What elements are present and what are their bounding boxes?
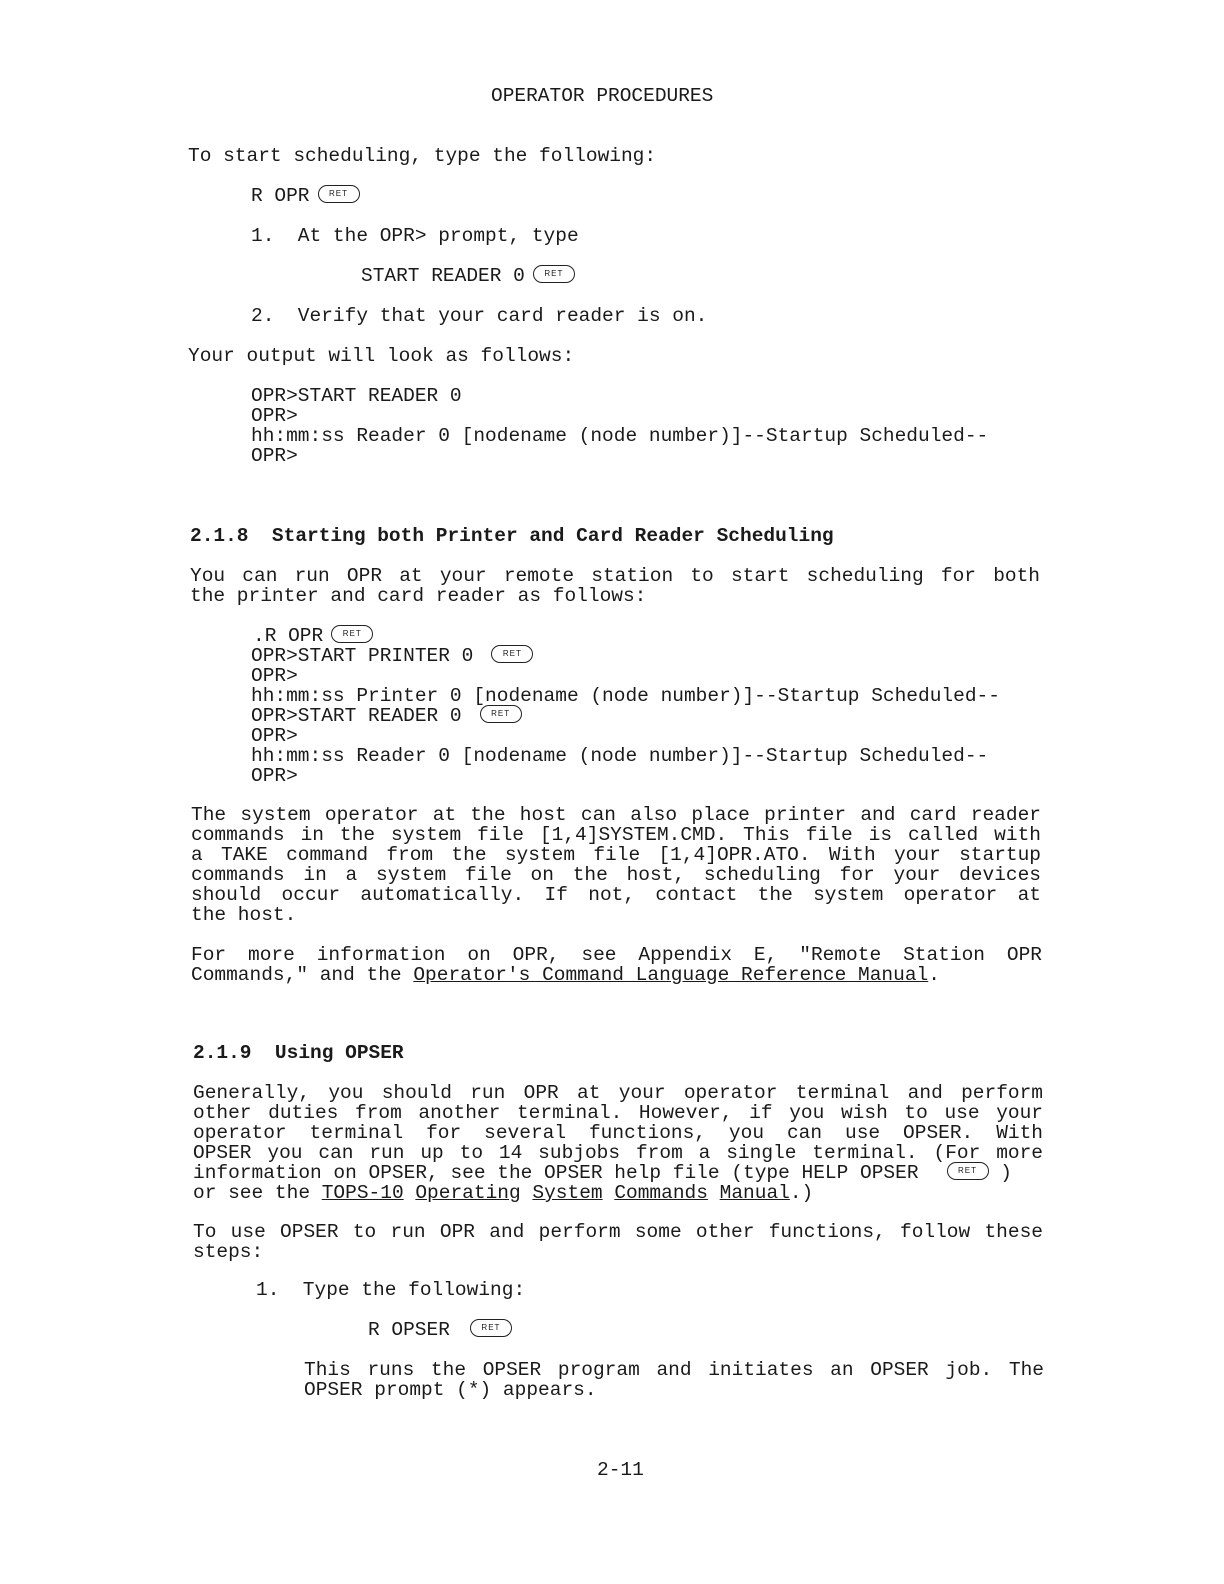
scheduling-intro: To start scheduling, type the following: (188, 145, 657, 167)
return-key-icon: RET (318, 185, 360, 203)
command-text: R OPR (251, 185, 310, 207)
paragraph-line: This runs the OPSER program and initiates an OPSER job. The (304, 1359, 1044, 1381)
paragraph-line (193, 1163, 1012, 1183)
output-line: hh:mm:ss Printer 0 [nodename (node number)]--Startup Scheduled-- (251, 685, 1000, 707)
command-line (251, 706, 522, 726)
paragraph-line (191, 965, 940, 985)
step-1: 1. At the OPR> prompt, type (251, 225, 579, 247)
output-line: OPR> (251, 725, 298, 747)
section-heading-2-1-8: 2.1.8 Starting both Printer and Card Reader Scheduling (190, 525, 834, 547)
manual-reference-word: Manual (719, 1182, 790, 1204)
paragraph-line: the host. (191, 904, 297, 926)
paragraph-line: To use OPSER to run OPR and perform some other functions, follow these (193, 1221, 1043, 1243)
page-number: 2-11 (597, 1459, 644, 1481)
manual-reference-word: Operating (415, 1182, 521, 1204)
manual-reference: Operator's Command Language Reference Manual (413, 964, 929, 986)
text: ) (1000, 1162, 1012, 1184)
page-header: OPERATOR PROCEDURES (491, 85, 714, 107)
text: Commands," and the (191, 964, 414, 986)
manual-reference-word: TOPS-10 (321, 1182, 404, 1204)
command-text: OPR>START PRINTER 0 (251, 645, 474, 667)
output-line: hh:mm:ss Reader 0 [nodename (node number)]--Startup Scheduled-- (251, 425, 989, 447)
paragraph-line: a TAKE command from the system file [1,4]OPR.ATO. With your startup (191, 844, 1041, 866)
step-1: 1. Type the following: (256, 1279, 526, 1301)
text: information on OPSER, see the OPSER help file (type HELP OPSER (193, 1162, 919, 1184)
command-line (253, 626, 373, 646)
text: .) (789, 1182, 814, 1204)
command-text: START READER 0 (361, 265, 525, 287)
output-line: OPR> (251, 405, 298, 427)
paragraph-line: the printer and card reader as follows: (190, 585, 647, 607)
paragraph-line: OPSER you can run up to 14 subjobs from a single terminal. (For more (193, 1142, 1043, 1164)
paragraph-line: steps: (193, 1241, 264, 1263)
step-2: 2. Verify that your card reader is on. (251, 305, 708, 327)
return-key-icon: RET (947, 1162, 989, 1180)
command-line (368, 1320, 512, 1340)
paragraph-line: commands in the system file [1,4]SYSTEM.CMD. This file is called with (191, 824, 1041, 846)
paragraph-line: You can run OPR at your remote station to start scheduling for both (190, 565, 1040, 587)
paragraph-line: OPSER prompt (*) appears. (304, 1379, 597, 1401)
command-line (361, 266, 575, 286)
command-line (251, 186, 360, 206)
section-heading-2-1-9: 2.1.9 Using OPSER (193, 1042, 404, 1064)
return-key-icon: RET (470, 1319, 512, 1337)
paragraph-line: operator terminal for several functions, you can use OPSER. With (193, 1122, 1043, 1144)
command-text: .R OPR (253, 625, 324, 647)
return-key-icon: RET (480, 705, 522, 723)
text: or see the (193, 1182, 322, 1204)
output-intro: Your output will look as follows: (188, 345, 575, 367)
command-text: R OPSER (368, 1319, 450, 1341)
paragraph-line (193, 1183, 813, 1203)
paragraph-line: other duties from another terminal. However, if you wish to use your (193, 1102, 1043, 1124)
manual-reference-word: System (532, 1182, 603, 1204)
paragraph-line: should occur automatically. If not, contact the system operator at (191, 884, 1041, 906)
paragraph-line: commands in a system file on the host, scheduling for your devices (191, 864, 1041, 886)
command-text: OPR>START READER 0 (251, 705, 462, 727)
output-line: OPR>START READER 0 (251, 385, 462, 407)
manual-reference-word: Commands (614, 1182, 708, 1204)
paragraph-line: The system operator at the host can also place printer and card reader (191, 804, 1041, 826)
paragraph-line: Generally, you should run OPR at your operator terminal and perform (193, 1082, 1043, 1104)
output-line: OPR> (251, 665, 298, 687)
output-line: hh:mm:ss Reader 0 [nodename (node number)]--Startup Scheduled-- (251, 745, 989, 767)
return-key-icon: RET (533, 265, 575, 283)
return-key-icon: RET (331, 625, 373, 643)
output-line: OPR> (251, 765, 298, 787)
paragraph-line: For more information on OPR, see Appendix E, "Remote Station OPR (191, 944, 1042, 966)
command-line (251, 646, 533, 666)
output-line: OPR> (251, 445, 298, 467)
text: . (928, 964, 940, 986)
return-key-icon: RET (491, 645, 533, 663)
